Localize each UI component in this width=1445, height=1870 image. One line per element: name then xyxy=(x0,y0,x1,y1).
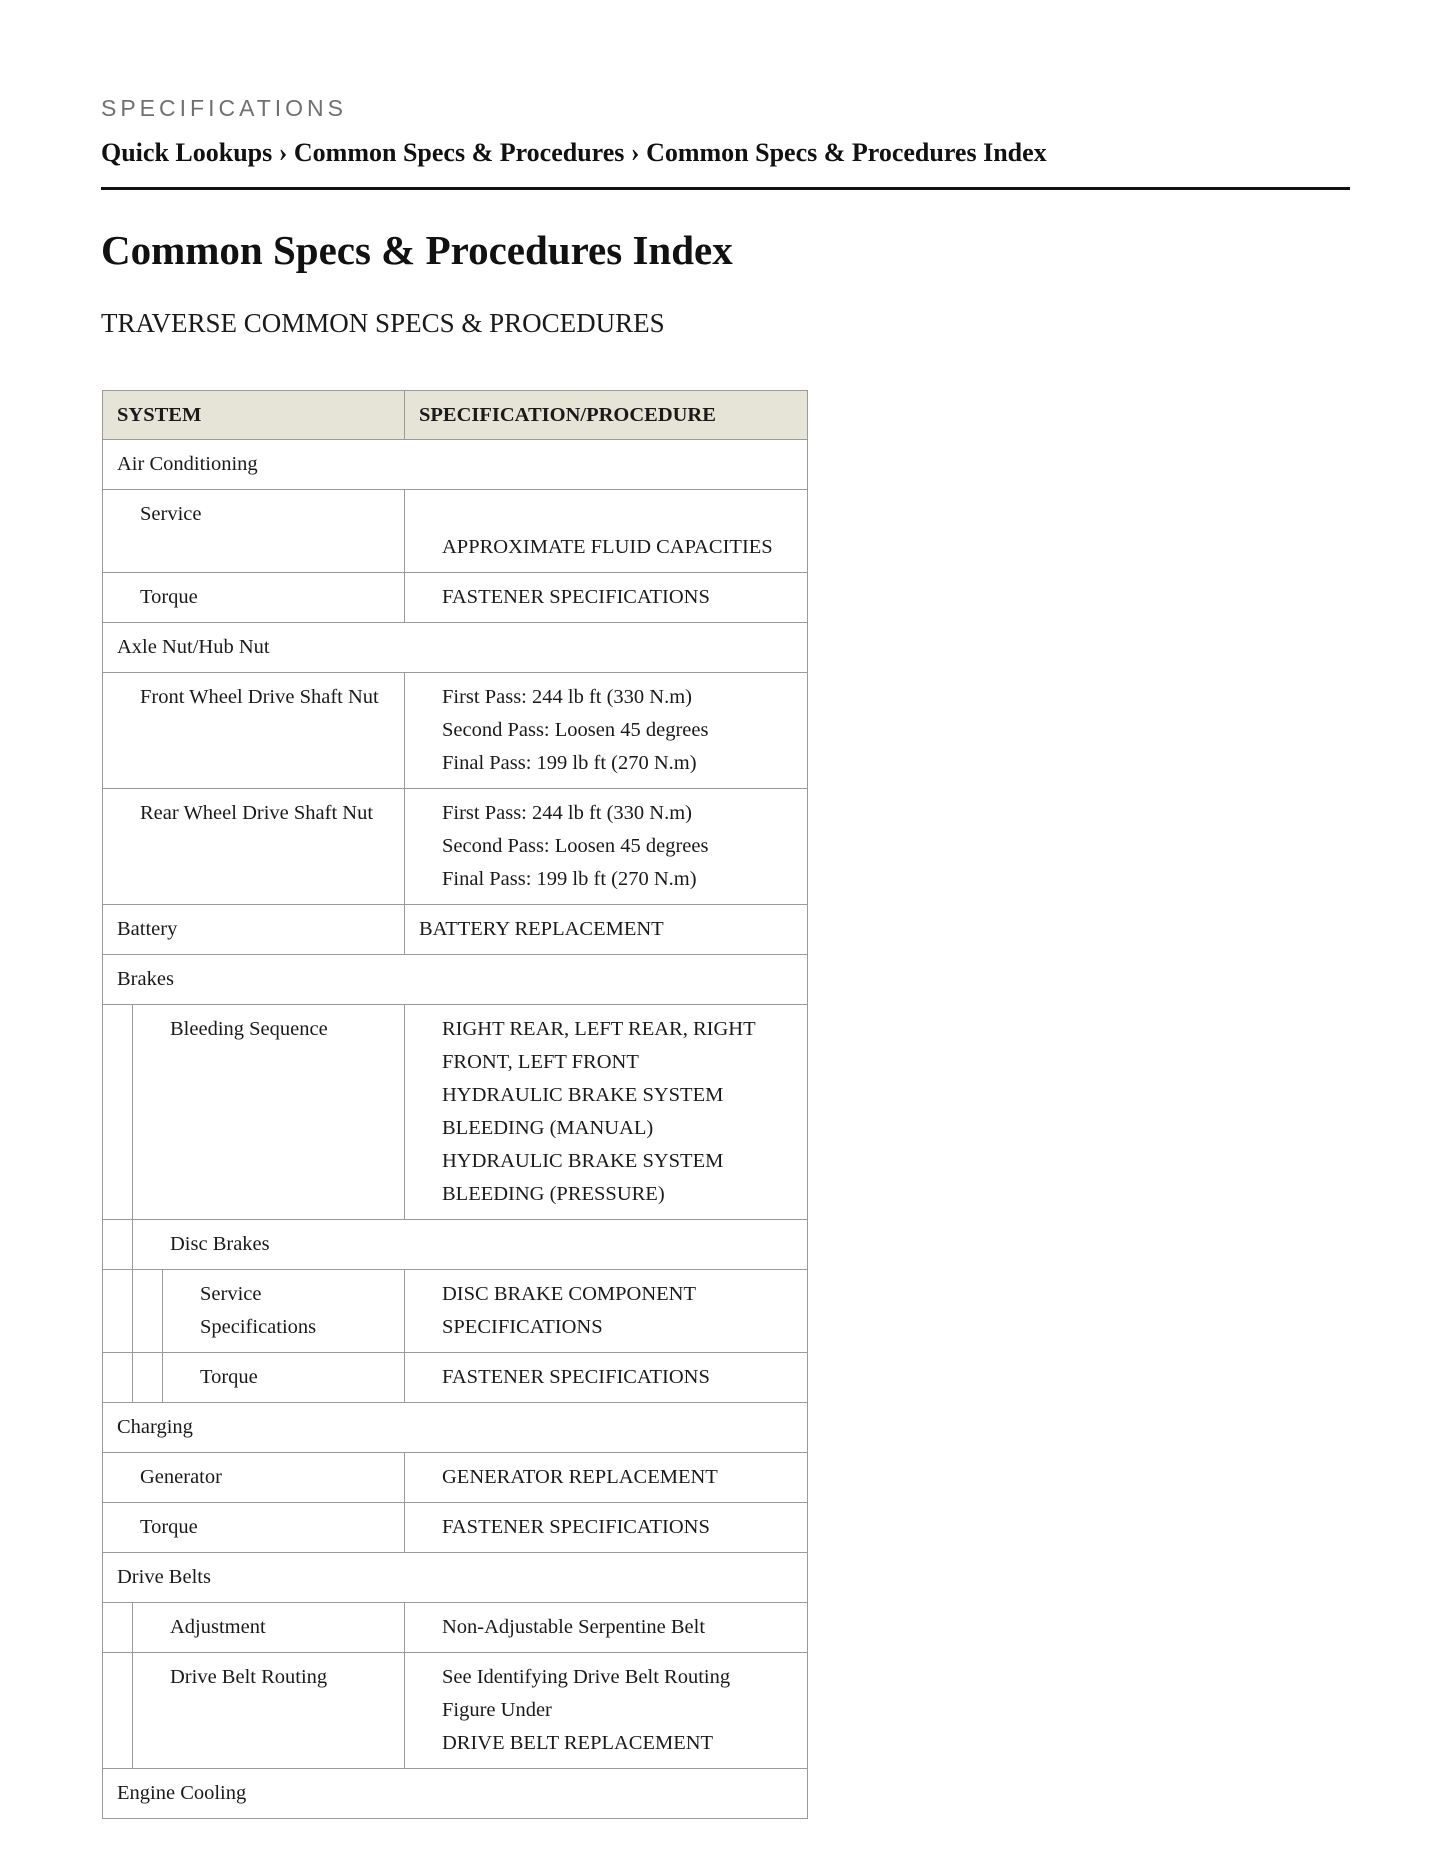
spec-links xyxy=(405,1005,808,1220)
system-brakes: Brakes xyxy=(103,955,808,1005)
table-row xyxy=(103,1453,808,1503)
indent-cell xyxy=(103,1653,133,1769)
spec-line: Second Pass: Loosen 45 degrees xyxy=(442,719,709,741)
table-row xyxy=(103,1353,808,1403)
table-row xyxy=(103,673,808,789)
spec-link[interactable]: GENERATOR REPLACEMENT xyxy=(405,1453,808,1503)
page-subtitle: TRAVERSE COMMON SPECS & PROCEDURES xyxy=(101,308,665,338)
indent-cell xyxy=(103,1005,133,1220)
spec-link[interactable]: HYDRAULIC BRAKE SYSTEM xyxy=(442,1084,724,1106)
spec-line: See Identifying Drive Belt Routing xyxy=(442,1666,731,1688)
table-row xyxy=(103,1503,808,1553)
page-title: Common Specs & Procedures Index xyxy=(101,227,733,273)
row-label: Torque xyxy=(163,1353,405,1403)
indent-cell xyxy=(103,1603,133,1653)
table-row xyxy=(103,1769,808,1819)
spec-link[interactable]: BLEEDING (PRESSURE) xyxy=(442,1183,665,1205)
table-header-row xyxy=(103,391,808,440)
spec-value xyxy=(405,673,808,789)
spec-line: Second Pass: Loosen 45 degrees xyxy=(442,835,709,857)
table-row xyxy=(103,623,808,673)
label-line: Specifications xyxy=(200,1316,317,1338)
table-row xyxy=(103,573,808,623)
spec-line: First Pass: 244 lb ft (330 N.m) xyxy=(442,802,692,824)
header-divider xyxy=(101,187,1350,190)
spec-link[interactable]: BLEEDING (MANUAL) xyxy=(442,1117,654,1139)
indent-cell xyxy=(133,1270,163,1353)
indent-cell xyxy=(103,1220,133,1270)
row-label: Front Wheel Drive Shaft Nut xyxy=(103,673,405,789)
table-row xyxy=(103,789,808,905)
system-charging: Charging xyxy=(103,1403,808,1453)
row-label: Torque xyxy=(103,1503,405,1553)
spec-link[interactable]: FASTENER SPECIFICATIONS xyxy=(405,573,808,623)
indent-cell xyxy=(103,1270,133,1353)
row-label: Service xyxy=(103,490,405,573)
spec-line: Final Pass: 199 lb ft (270 N.m) xyxy=(442,752,697,774)
spec-link[interactable]: FASTENER SPECIFICATIONS xyxy=(405,1353,808,1403)
system-drive-belts: Drive Belts xyxy=(103,1553,808,1603)
table-row xyxy=(103,440,808,490)
row-label: Rear Wheel Drive Shaft Nut xyxy=(103,789,405,905)
indent-cell xyxy=(103,1353,133,1403)
system-engine-cooling: Engine Cooling xyxy=(103,1769,808,1819)
table-row xyxy=(103,490,808,573)
system-axle-nut: Axle Nut/Hub Nut xyxy=(103,623,808,673)
spec-line: FRONT, LEFT FRONT xyxy=(442,1051,639,1073)
spec-value xyxy=(405,789,808,905)
table-row xyxy=(103,905,808,955)
table-row xyxy=(103,1553,808,1603)
system-air-conditioning: Air Conditioning xyxy=(103,440,808,490)
spec-line: SPECIFICATIONS xyxy=(442,1316,603,1338)
table-row xyxy=(103,1270,808,1353)
spec-link[interactable]: FASTENER SPECIFICATIONS xyxy=(405,1503,808,1553)
spec-link[interactable] xyxy=(405,1270,808,1353)
table-row xyxy=(103,1403,808,1453)
spec-line: Final Pass: 199 lb ft (270 N.m) xyxy=(442,868,697,890)
specs-table xyxy=(102,390,808,1819)
indent-cell xyxy=(133,1353,163,1403)
spec-line: First Pass: 244 lb ft (330 N.m) xyxy=(442,686,692,708)
row-label: Bleeding Sequence xyxy=(133,1005,405,1220)
table-row xyxy=(103,1220,808,1270)
spec-value: Non-Adjustable Serpentine Belt xyxy=(405,1603,808,1653)
breadcrumb[interactable]: Quick Lookups › Common Specs & Procedures › Common Specs & Procedures Index xyxy=(101,138,1047,167)
row-label: Adjustment xyxy=(133,1603,405,1653)
row-label: Torque xyxy=(103,573,405,623)
spec-value xyxy=(405,1653,808,1769)
row-label: Disc Brakes xyxy=(133,1220,808,1270)
spec-link[interactable]: BATTERY REPLACEMENT xyxy=(405,905,808,955)
row-label xyxy=(163,1270,405,1353)
header-system: SYSTEM xyxy=(103,391,405,440)
row-label: Drive Belt Routing xyxy=(133,1653,405,1769)
section-eyebrow: SPECIFICATIONS xyxy=(101,95,347,121)
spec-link[interactable]: DRIVE BELT REPLACEMENT xyxy=(442,1732,714,1754)
spec-link[interactable]: HYDRAULIC BRAKE SYSTEM xyxy=(442,1150,724,1172)
table-row xyxy=(103,1005,808,1220)
table-row xyxy=(103,1653,808,1769)
label-line: Service xyxy=(200,1283,262,1305)
header-spec: SPECIFICATION/PROCEDURE xyxy=(405,391,808,440)
system-battery: Battery xyxy=(103,905,405,955)
spec-line: RIGHT REAR, LEFT REAR, RIGHT xyxy=(442,1018,756,1040)
spec-line: Figure Under xyxy=(442,1699,552,1721)
table-row xyxy=(103,1603,808,1653)
spec-line: DISC BRAKE COMPONENT xyxy=(442,1283,696,1305)
table-row xyxy=(103,955,808,1005)
row-label: Generator xyxy=(103,1453,405,1503)
spec-link[interactable]: APPROXIMATE FLUID CAPACITIES xyxy=(405,490,808,573)
